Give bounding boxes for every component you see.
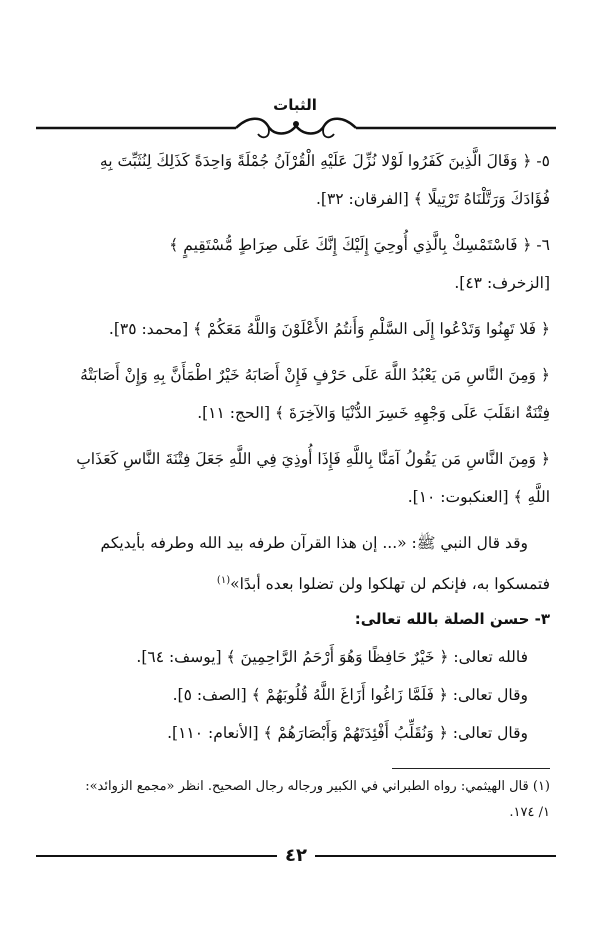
body-line: [الزخرف: ٤٣]. — [454, 274, 550, 292]
body-line — [45, 562, 550, 600]
running-title: الثبات — [273, 96, 317, 114]
body-line: وقال تعالى: ﴿ وَنُقَلِّبُ أَفْئِدَتَهُمْ وَأَبْصَارَهُمْ ﴾ [الأنعام: ١١٠]. — [167, 724, 528, 742]
body-line: فِتْنَةٌ انقَلَبَ عَلَى وَجْهِهِ خَسِرَ الدُّنْيَا وَالآخِرَةَ ﴾ [الحج: ١١]. — [197, 404, 550, 422]
footnote-line: ١/ ١٧٤. — [509, 805, 550, 820]
body-line: ٥- ﴿ وَقَالَ الَّذِينَ كَفَرُوا لَوْلا نُزِّلَ عَلَيْهِ الْقُرْآنُ جُمْلَةً وَاحِدَةً كَذَلِكَ لِنُثَبِّتَ بِهِ — [99, 152, 550, 170]
footnote-marker: (١) — [216, 575, 231, 586]
body-line: وقال تعالى: ﴿ فَلَمَّا زَاغُوا أَزَاغَ اللَّهُ قُلُوبَهُمْ ﴾ [الصف: ٥]. — [172, 686, 528, 704]
body-line: وقد قال النبي ﷺ: «... إن هذا القرآن طرفه بيد الله وطرفه بأيديكم — [100, 534, 528, 552]
page-number-text: ٤٢ — [277, 845, 315, 866]
body-text — [45, 142, 550, 752]
footnote-separator — [392, 768, 550, 769]
body-line: ﴿ وَمِنَ النَّاسِ مَن يَعْبُدُ اللَّهَ عَلَى حَرْفٍ فَإِنْ أَصَابَهُ خَيْرٌ اطْمَأَنَّ بِهِ وَإِنْ أَصَابَتْهُ — [80, 366, 550, 384]
footnote-line: (١) قال الهيثمي: رواه الطبراني في الكبير ورجاله رجال الصحيح. انظر «مجمع الزوائد»: — [85, 779, 550, 794]
hadith-end: فتمسكوا به، فإنكم لن تهلكوا ولن تضلوا بعده أبدًا» — [230, 575, 550, 594]
body-line: فُؤَادَكَ وَرَتَّلْنَاهُ تَرْتِيلًا ﴾ [الفرقان: ٣٢]. — [315, 190, 550, 208]
body-line: فالله تعالى: ﴿ خَيْرٌ حَافِظًا وَهُوَ أَرْحَمُ الرَّاحِمِينَ ﴾ [يوسف: ٦٤]. — [136, 648, 528, 666]
body-line: ﴿ فَلا تَهِنُوا وَتَدْعُوا إِلَى السَّلْمِ وَأَنتُمُ الأَعْلَوْنَ وَاللَّهُ مَعَكُمْ ﴾ [محمد: ٣٥]. — [108, 320, 550, 338]
header-ornament — [36, 112, 556, 142]
footnotes — [45, 774, 550, 826]
page-number — [36, 844, 556, 868]
section-heading: ٣- حسن الصلة بالله تعالى: — [354, 610, 550, 628]
body-line: اللَّهِ ﴾ [العنكبوت: ١٠]. — [407, 488, 550, 506]
body-line: ٦- ﴿ فَاسْتَمْسِكْ بِالَّذِي أُوحِيَ إِلَيْكَ إِنَّكَ عَلَى صِرَاطٍ مُّسْتَقِيمٍ ﴾ — [169, 236, 550, 254]
body-line: ﴿ وَمِنَ النَّاسِ مَن يَقُولُ آمَنَّا بِاللَّهِ فَإِذَا أُوذِيَ فِي اللَّهِ جَعَلَ فِتْنَةَ النَّاسِ كَعَذَابِ — [76, 450, 550, 468]
page-footer — [36, 844, 556, 868]
